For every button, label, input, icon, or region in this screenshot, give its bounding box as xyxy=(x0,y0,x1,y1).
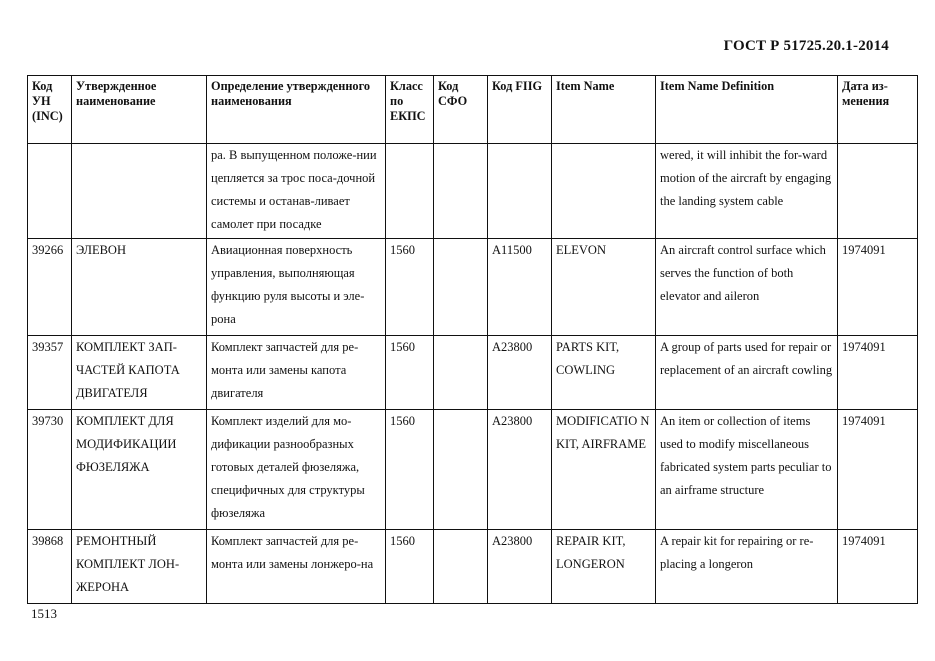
cell-definition: Авиационная поверхность управления, выполняющая функцию руля высоты и эле-рона xyxy=(207,239,386,336)
column-header-definition: Определение утвержденного наименования xyxy=(207,76,386,144)
cell-item-definition: A repair kit for repairing or re-placing a longeron xyxy=(656,530,838,604)
cell-fiig: A23800 xyxy=(488,530,552,604)
cell-sfo xyxy=(434,239,488,336)
cell-inc: 39730 xyxy=(28,410,72,530)
table-header-row xyxy=(28,76,918,144)
table-row xyxy=(28,336,918,410)
column-header-inc: Код УН (INC) xyxy=(28,76,72,144)
item-registry-table xyxy=(27,75,918,604)
cell-class: 1560 xyxy=(386,530,434,604)
cell-inc xyxy=(28,144,72,239)
table-row xyxy=(28,410,918,530)
cell-item-definition: An aircraft control surface which serves the function of both elevator and aileron xyxy=(656,239,838,336)
cell-item-name: REPAIR KIT, LONGERON xyxy=(552,530,656,604)
cell-approved-name: КОМПЛЕКТ ЗАП-ЧАСТЕЙ КАПОТА ДВИГАТЕЛЯ xyxy=(72,336,207,410)
column-header-item-definition: Item Name Definition xyxy=(656,76,838,144)
cell-definition: ра. В выпущенном положе-нии цепляется за трос поса-дочной системы и останав-ливает самолет при посадке xyxy=(207,144,386,239)
cell-definition: Комплект запчастей для ре-монта или замены лонжеро-на xyxy=(207,530,386,604)
cell-inc: 39266 xyxy=(28,239,72,336)
cell-sfo xyxy=(434,410,488,530)
page-number: 1513 xyxy=(31,606,57,621)
column-header-approved-name: Утвержденное наименование xyxy=(72,76,207,144)
cell-class: 1560 xyxy=(386,239,434,336)
cell-inc: 39357 xyxy=(28,336,72,410)
column-header-class: Класс по ЕКПС xyxy=(386,76,434,144)
cell-item-definition: An item or collection of items used to modify miscellaneous fabricated system parts peculiar to an airframe structure xyxy=(656,410,838,530)
table-row xyxy=(28,530,918,604)
cell-item-definition: A group of parts used for repair or replacement of an aircraft cowling xyxy=(656,336,838,410)
cell-change-date: 1974091 xyxy=(838,239,918,336)
cell-sfo xyxy=(434,336,488,410)
cell-class: 1560 xyxy=(386,336,434,410)
cell-approved-name: КОМПЛЕКТ ДЛЯ МОДИФИКАЦИИ ФЮЗЕЛЯЖА xyxy=(72,410,207,530)
cell-item-name: MODIFICATIO N KIT, AIRFRAME xyxy=(552,410,656,530)
cell-change-date xyxy=(838,144,918,239)
cell-class xyxy=(386,144,434,239)
cell-change-date: 1974091 xyxy=(838,336,918,410)
cell-item-definition: wered, it will inhibit the for-ward motion of the aircraft by engaging the landing system cable xyxy=(656,144,838,239)
cell-definition: Комплект запчастей для ре-монта или замены капота двигателя xyxy=(207,336,386,410)
cell-sfo xyxy=(434,530,488,604)
cell-inc: 39868 xyxy=(28,530,72,604)
table-row xyxy=(28,239,918,336)
column-header-change-date: Дата из-менения xyxy=(838,76,918,144)
cell-fiig: A11500 xyxy=(488,239,552,336)
cell-item-name: ELEVON xyxy=(552,239,656,336)
cell-change-date: 1974091 xyxy=(838,410,918,530)
cell-approved-name: ЭЛЕВОН xyxy=(72,239,207,336)
cell-approved-name xyxy=(72,144,207,239)
cell-change-date: 1974091 xyxy=(838,530,918,604)
cell-class: 1560 xyxy=(386,410,434,530)
cell-item-name: PARTS KIT, COWLING xyxy=(552,336,656,410)
column-header-sfo: Код СФО xyxy=(434,76,488,144)
cell-approved-name: РЕМОНТНЫЙ КОМПЛЕКТ ЛОН-ЖЕРОНА xyxy=(72,530,207,604)
cell-fiig: A23800 xyxy=(488,410,552,530)
column-header-fiig: Код FIIG xyxy=(488,76,552,144)
document-standard-code: ГОСТ Р 51725.20.1-2014 xyxy=(723,38,889,54)
cell-definition: Комплект изделий для мо-дификации разнообразных готовых деталей фюзеляжа, специфичных для структуры фюзеляжа xyxy=(207,410,386,530)
cell-sfo xyxy=(434,144,488,239)
column-header-item-name: Item Name xyxy=(552,76,656,144)
cell-item-name xyxy=(552,144,656,239)
table-row xyxy=(28,144,918,239)
cell-fiig: A23800 xyxy=(488,336,552,410)
cell-fiig xyxy=(488,144,552,239)
